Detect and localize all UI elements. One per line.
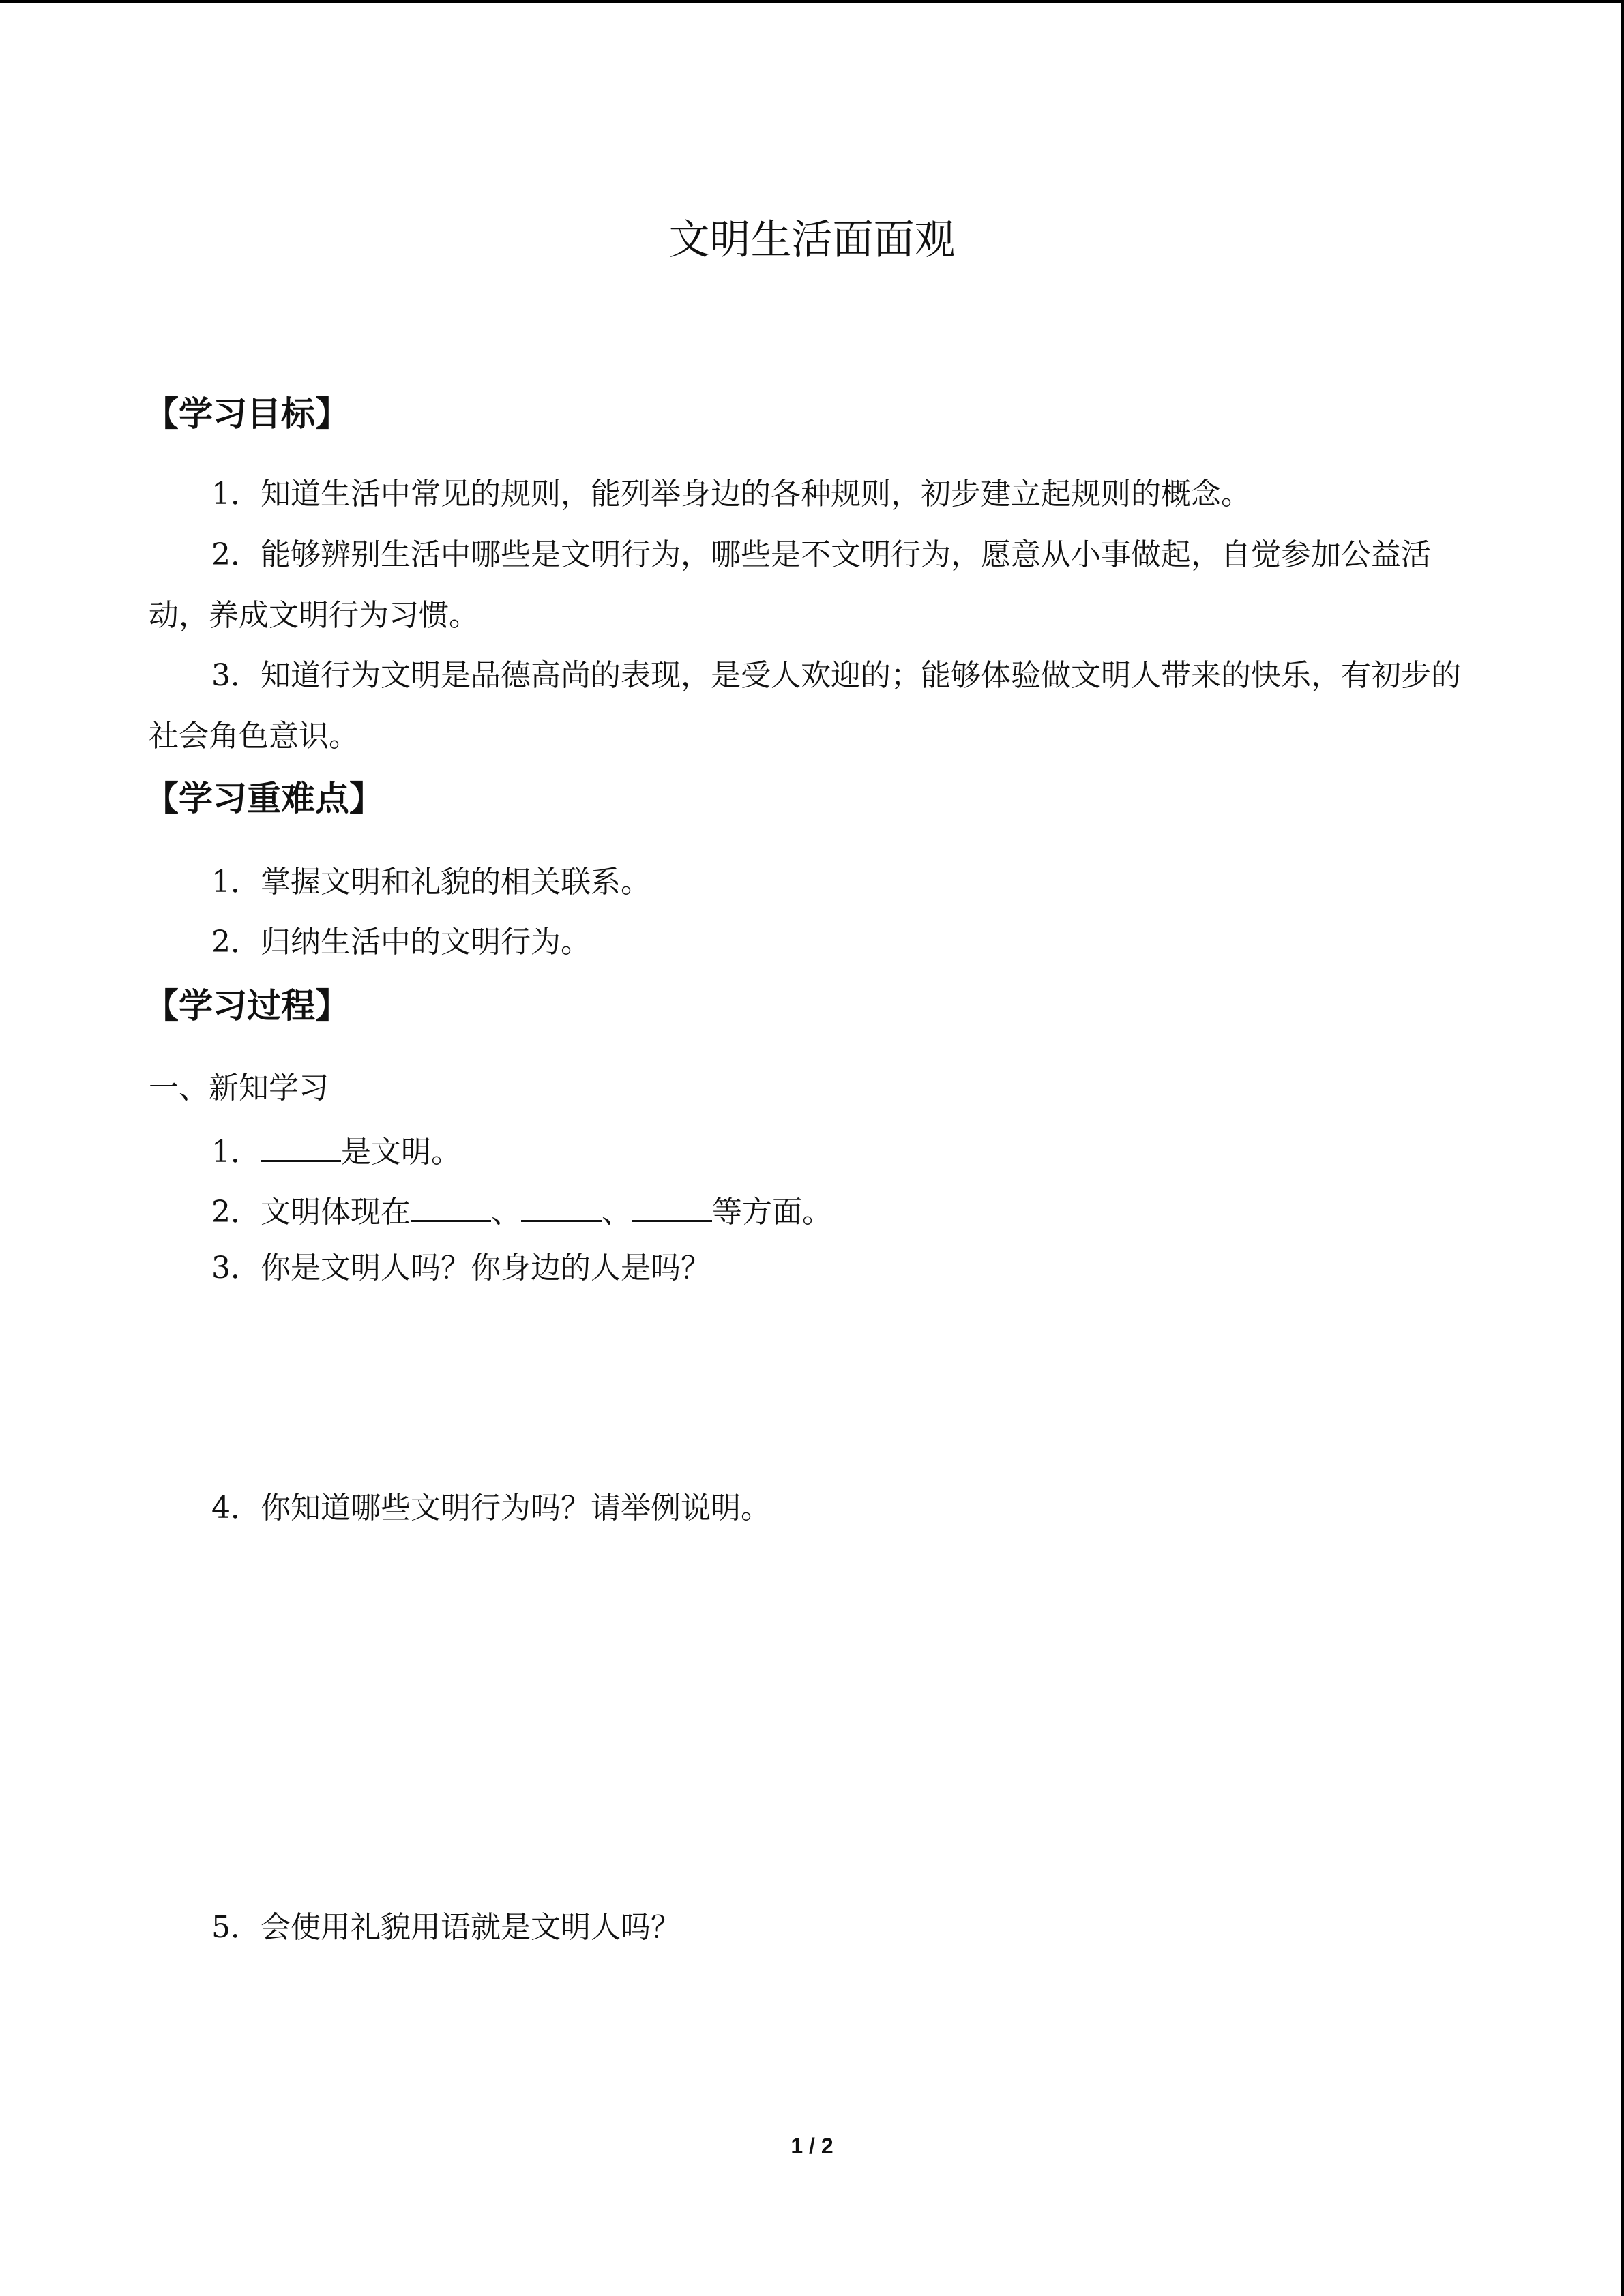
fill-blank-2 bbox=[411, 1189, 491, 1222]
question-3: 3．你是文明人吗？你身边的人是吗？ bbox=[211, 1251, 711, 1285]
goal-item-1: 1．知道生活中常见的规则，能列举身边的各种规则，初步建立起规则的概念。 bbox=[211, 477, 1251, 511]
question-2-separator-1: 、 bbox=[491, 1195, 521, 1229]
page-number: 1 / 2 bbox=[791, 2134, 833, 2158]
goals-heading: 【学习目标】 bbox=[145, 394, 349, 434]
question-4: 4．你知道哪些文明行为吗？请举例说明。 bbox=[211, 1491, 771, 1525]
fill-blank-4 bbox=[632, 1189, 712, 1222]
page-title: 文明生活面面观 bbox=[668, 216, 956, 264]
question-2-separator-2: 、 bbox=[602, 1195, 632, 1229]
top-border-line bbox=[0, 0, 1624, 3]
key-points-heading: 【学习重难点】 bbox=[145, 779, 383, 818]
key-point-item-1: 1．掌握文明和礼貌的相关联系。 bbox=[211, 865, 651, 899]
question-2-suffix: 等方面。 bbox=[712, 1195, 832, 1229]
fill-blank-3 bbox=[521, 1189, 602, 1222]
goal-item-2: 2．能够辨别生活中哪些是文明行为，哪些是不文明行为，愿意从小事做起，自觉参加公益活动，养成文明行为习惯。 bbox=[149, 537, 1431, 633]
question-2-prefix: 2．文明体现在 bbox=[211, 1195, 411, 1229]
question-1 bbox=[211, 1129, 461, 1173]
goal-item-3: 3．知道行为文明是品德高尚的表现，是受人欢迎的；能够体验做文明人带来的快乐，有初步的社会角色意识。 bbox=[149, 658, 1461, 754]
process-heading: 【学习过程】 bbox=[145, 986, 349, 1026]
right-border-line bbox=[1621, 0, 1624, 2296]
section-title: 一、新知学习 bbox=[149, 1071, 329, 1105]
question-5: 5．会使用礼貌用语就是文明人吗？ bbox=[211, 1910, 681, 1945]
question-2 bbox=[211, 1189, 832, 1233]
question-1-suffix: 是文明。 bbox=[341, 1135, 461, 1169]
fill-blank-1 bbox=[261, 1129, 341, 1162]
key-point-item-2: 2．归纳生活中的文明行为。 bbox=[211, 925, 591, 959]
question-1-prefix: 1． bbox=[211, 1135, 261, 1169]
